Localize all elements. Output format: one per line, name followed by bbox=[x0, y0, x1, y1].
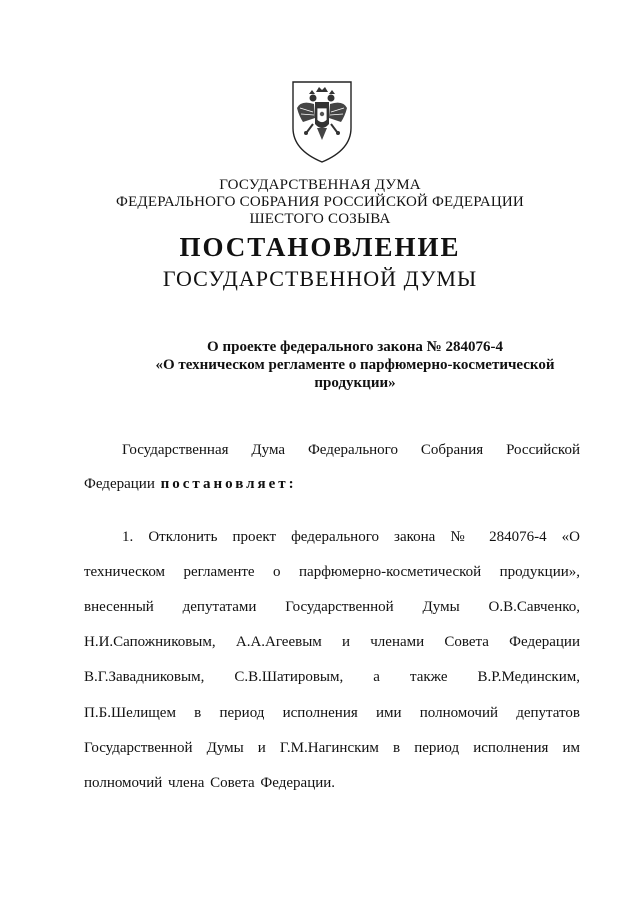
preamble-resolves: постановляет: bbox=[160, 476, 297, 492]
item1-line: полномочий члена Совета Федерации. bbox=[84, 775, 336, 791]
item1-line: Государственной Думы и Г.М.Нагинским в период исполнения им bbox=[84, 740, 580, 756]
document-subtitle: ГОСУДАРСТВЕННОЙ ДУМЫ bbox=[162, 266, 478, 291]
header-line-convocation: ШЕСТОГО СОЗЫВА bbox=[249, 211, 391, 227]
subject-line-1: О проекте федерального закона № 284076-4 bbox=[207, 339, 503, 355]
document-title: ПОСТАНОВЛЕНИЕ bbox=[179, 232, 461, 262]
header-line-assembly: ФЕДЕРАЛЬНОГО СОБРАНИЯ РОССИЙСКОЙ ФЕДЕРАЦИИ bbox=[116, 194, 524, 210]
item1-line: внесенный депутатами Государственной Думы О.В.Савченко, bbox=[84, 599, 580, 615]
preamble-federation: Федерации bbox=[84, 476, 155, 492]
state-emblem-icon bbox=[287, 78, 357, 164]
item1-line: Н.И.Сапожниковым, А.А.Агеевым и членами Совета Федерации bbox=[84, 634, 580, 650]
subject-line-3: продукции» bbox=[314, 375, 396, 391]
item1-line: техническом регламенте о парфюмерно-косметической продукции», bbox=[84, 564, 580, 580]
item1-line: 1. Отклонить проект федерального закона № 284076-4 «О bbox=[122, 529, 580, 545]
header-line-duma: ГОСУДАРСТВЕННАЯ ДУМА bbox=[219, 177, 421, 193]
preamble-line-2 bbox=[84, 474, 580, 494]
item1-line: П.Б.Шелищем в период исполнения ими полномочий депутатов bbox=[84, 705, 580, 721]
preamble-line-1: Государственная Дума Федерального Собрания Российской bbox=[122, 442, 580, 458]
item1-line: В.Г.Завадниковым, С.В.Шатировым, а также В.Р.Мединским, bbox=[84, 669, 580, 685]
subject-line-2: «О техническом регламенте о парфюмерно-косметической bbox=[155, 357, 555, 373]
